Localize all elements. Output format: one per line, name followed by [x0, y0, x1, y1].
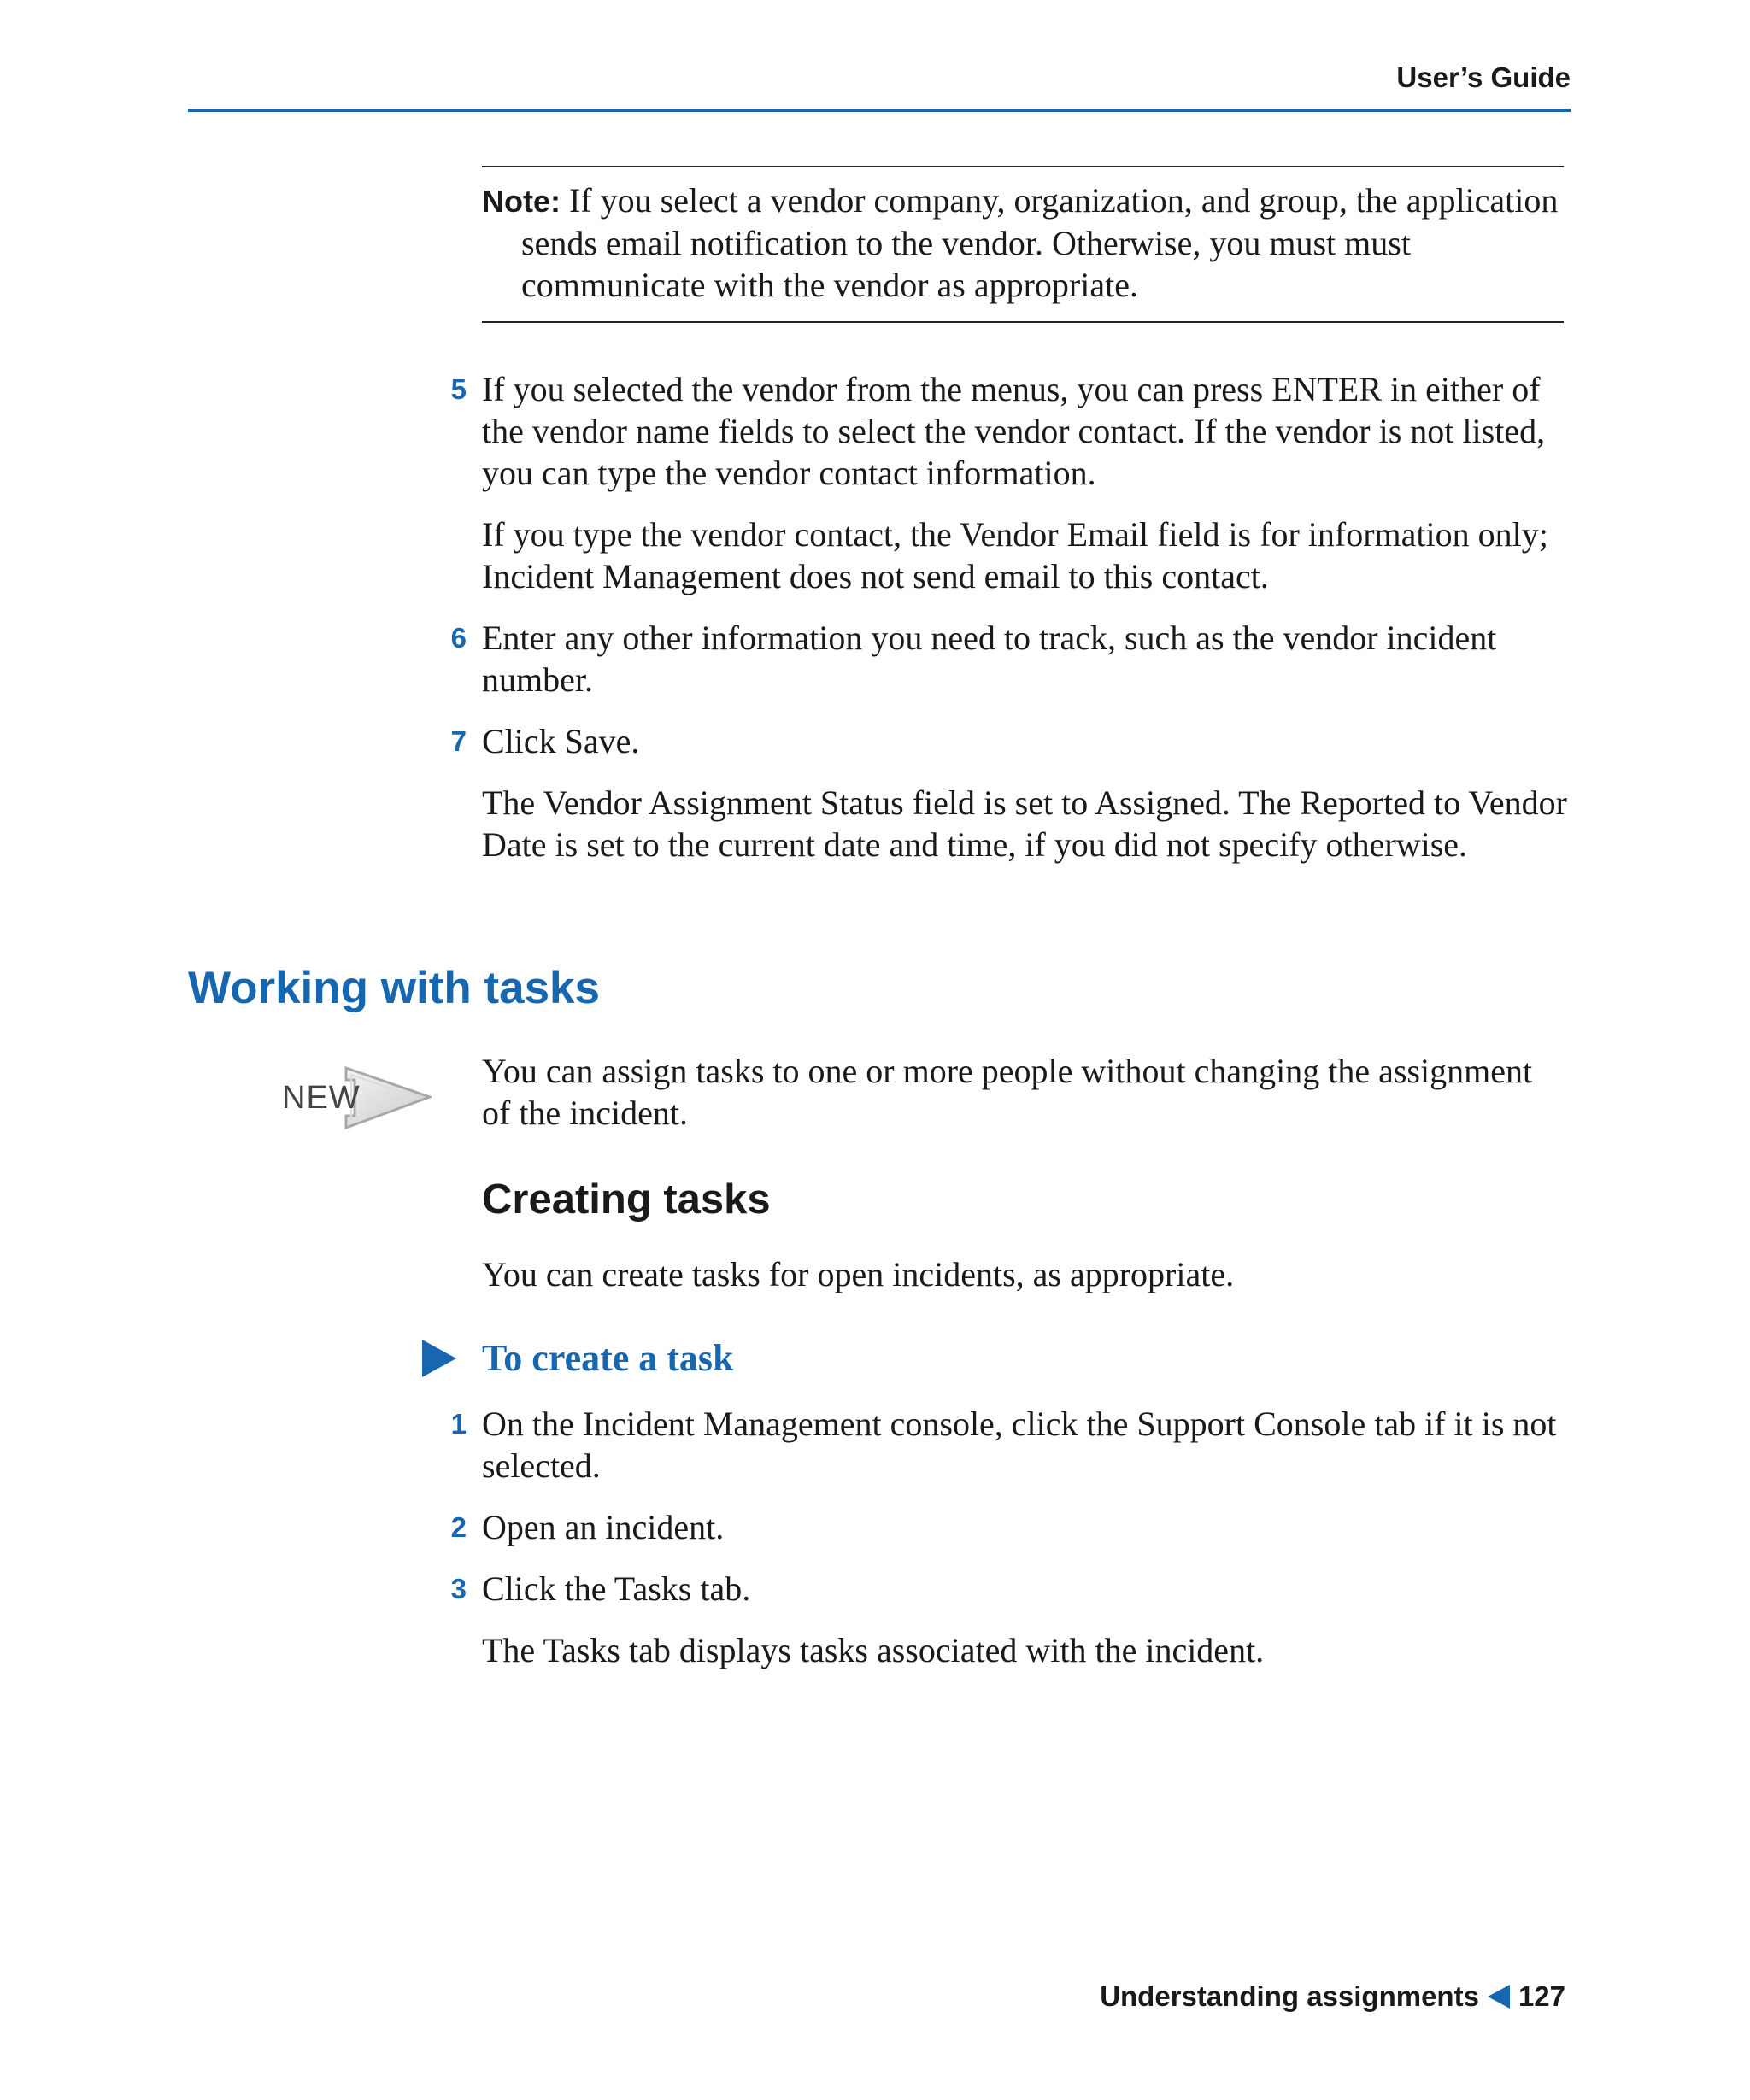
- step-text: If you selected the vendor from the menus, you can press ENTER in either of the vendor name fields to select the vendor contact. If the vendor is not listed, you can type the vendor contact information.: [482, 370, 1546, 492]
- triangle-left-icon: [1488, 1985, 1510, 2009]
- step-7: [450, 720, 1567, 762]
- step-text: Open an incident.: [482, 1508, 725, 1546]
- step-number: 3: [450, 1573, 467, 1604]
- step-text: Click Save.: [482, 722, 640, 760]
- step-6: [450, 617, 1567, 701]
- steps-list-tasks: [450, 1403, 1567, 1671]
- subsection-intro-block: [482, 1253, 1567, 1295]
- task-step-3-followup: The Tasks tab displays tasks associated with the incident.: [482, 1631, 1265, 1669]
- step-number: 7: [450, 725, 467, 757]
- step-number: 5: [450, 373, 467, 405]
- section-intro: You can assign tasks to one or more people without changing the assignment of the incident.: [482, 1052, 1533, 1132]
- footer-chapter: Understanding assignments: [1100, 1980, 1479, 2012]
- note-text: If you select a vendor company, organization, and group, the application sends email notification to the vendor. Otherwise, you must must communicate with the vendor as appropriate.: [521, 181, 1559, 304]
- section-intro-block: [482, 1050, 1567, 1134]
- page-number: 127: [1518, 1980, 1565, 2012]
- procedure-heading: To create a task: [482, 1337, 734, 1379]
- subsection-heading: Creating tasks: [482, 1176, 771, 1223]
- new-badge: [278, 1063, 432, 1135]
- page-footer: [1100, 1980, 1565, 2013]
- step-number: 1: [450, 1408, 467, 1440]
- running-header: User’s Guide: [1396, 62, 1571, 93]
- step-text: Enter any other information you need to track, such as the vendor incident number.: [482, 619, 1497, 699]
- note-box: [482, 166, 1564, 323]
- step-number: 6: [450, 622, 467, 654]
- triangle-right-icon: [422, 1340, 456, 1377]
- note-label: Note:: [482, 184, 561, 219]
- step-text: On the Incident Management console, click the Support Console tab if it is not selected.: [482, 1405, 1557, 1485]
- step-7-followup: The Vendor Assignment Status field is set to Assigned. The Reported to Vendor Date is set to the current date and time, if you did not specify otherwise.: [482, 783, 1567, 864]
- note-paragraph: [482, 179, 1564, 306]
- section-heading: Working with tasks: [188, 963, 600, 1013]
- subsection-intro: You can create tasks for open incidents, as appropriate.: [482, 1255, 1235, 1293]
- task-step-3: [450, 1568, 1567, 1610]
- task-step-1: [450, 1403, 1567, 1487]
- step-text: Click the Tasks tab.: [482, 1569, 751, 1608]
- task-step-2: [450, 1506, 1567, 1548]
- step-5-followup: If you type the vendor contact, the Vendor Email field is for information only; Incident Management does not send email to this contact.: [482, 515, 1548, 595]
- new-label: NEW: [282, 1080, 361, 1116]
- steps-list-vendor: [450, 368, 1567, 865]
- header-rule: [188, 109, 1571, 112]
- step-number: 2: [450, 1511, 467, 1543]
- step-5: [450, 368, 1567, 494]
